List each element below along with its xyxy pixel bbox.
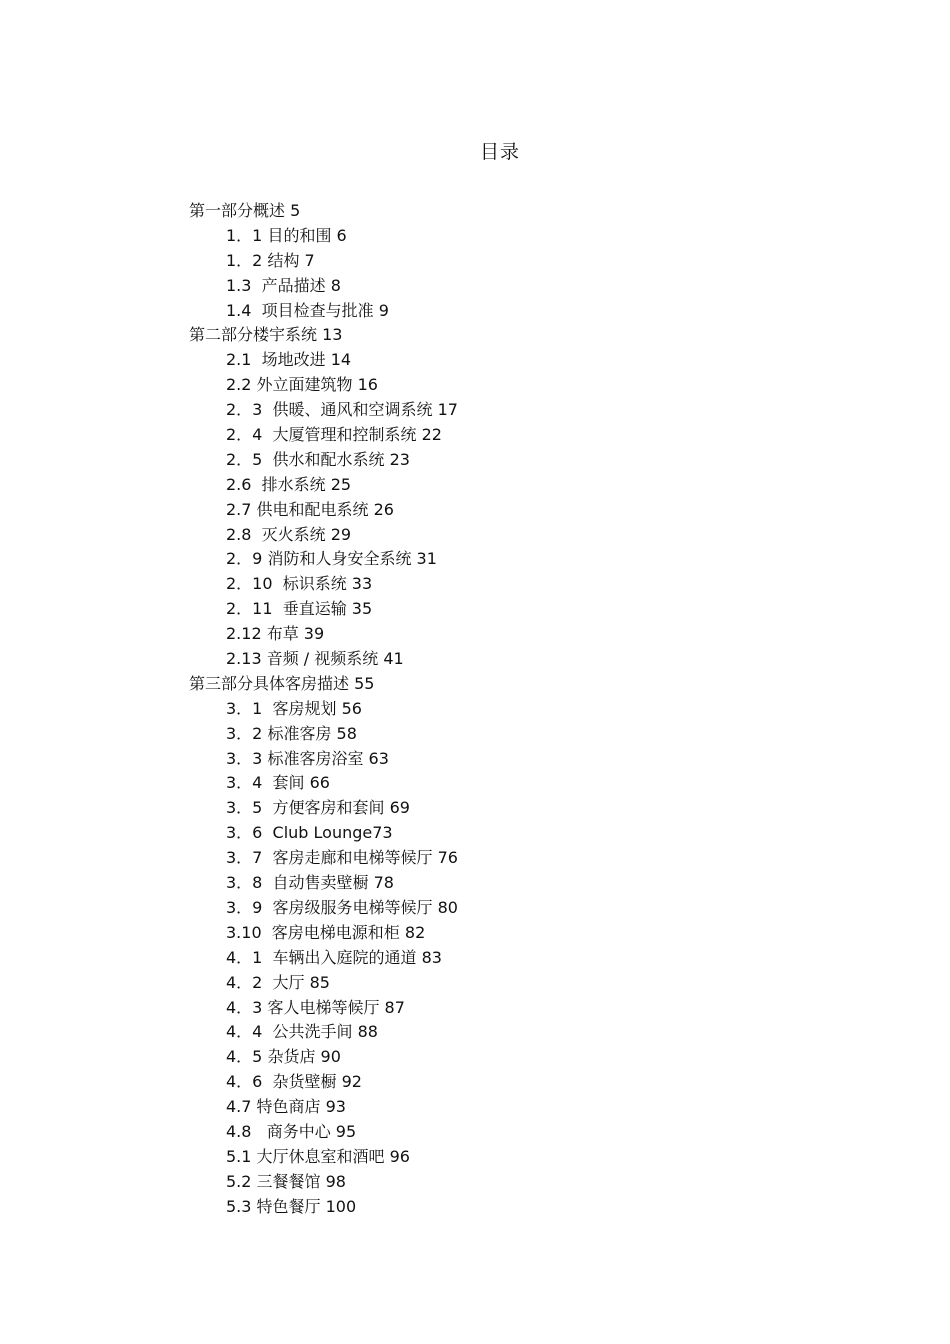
toc-section-entry: 3．3 标准客房浴室 63 bbox=[226, 748, 389, 768]
toc-section-entry: 2．5 供水和配水系统 23 bbox=[226, 449, 410, 469]
toc-part-heading: 第二部分楼宇系统 13 bbox=[189, 325, 343, 345]
toc-list bbox=[189, 199, 789, 1220]
toc-part-heading: 第三部分具体客房描述 55 bbox=[189, 673, 375, 693]
toc-section-entry: 2．4 大厦管理和控制系统 22 bbox=[226, 425, 442, 445]
toc-section-entry: 2．9 消防和人身安全系统 31 bbox=[226, 549, 437, 569]
toc-section-entry: 2.2 外立面建筑物 16 bbox=[226, 375, 378, 395]
toc-section-entry: 3．7 客房走廊和电梯等候厅 76 bbox=[226, 848, 458, 868]
toc-section-entry: 2.6 排水系统 25 bbox=[226, 474, 352, 494]
toc-section-entry: 3．5 方便客房和套间 69 bbox=[226, 798, 410, 818]
toc-section-entry: 2．11 垂直运输 35 bbox=[226, 599, 373, 619]
toc-section-entry: 4.7 特色商店 93 bbox=[226, 1097, 346, 1117]
toc-section-entry: 5.2 三餐餐馆 98 bbox=[226, 1171, 346, 1191]
toc-section-entry: 4．2 大厅 85 bbox=[226, 972, 330, 992]
toc-section-entry: 1.3 产品描述 8 bbox=[226, 275, 341, 295]
toc-section-entry: 3．1 客房规划 56 bbox=[226, 698, 362, 718]
toc-section-entry: 2.1 场地改进 14 bbox=[226, 350, 352, 370]
toc-section-entry: 4.8 商务中心 95 bbox=[226, 1121, 357, 1141]
toc-section-entry: 4．4 公共洗手间 88 bbox=[226, 1022, 378, 1042]
toc-section-entry: 4．1 车辆出入庭院的通道 83 bbox=[226, 947, 442, 967]
toc-section-entry: 1．2 结构 7 bbox=[226, 250, 315, 270]
toc-section-entry: 4．6 杂货壁橱 92 bbox=[226, 1072, 362, 1092]
toc-title: 目录 bbox=[479, 141, 520, 163]
toc-part-heading: 第一部分概述 5 bbox=[189, 201, 301, 220]
toc-section-entry: 2.12 布草 39 bbox=[226, 624, 325, 644]
toc-section-entry: 2.8 灭火系统 29 bbox=[226, 524, 352, 544]
toc-section-entry: 5.1 大厅休息室和酒吧 96 bbox=[226, 1146, 410, 1166]
toc-section-entry: 3．8 自动售卖壁橱 78 bbox=[226, 873, 394, 893]
toc-section-entry: 4．5 杂货店 90 bbox=[226, 1047, 341, 1067]
toc-section-entry: 3．6 Club Lounge73 bbox=[226, 823, 393, 843]
toc-section-entry: 3．4 套间 66 bbox=[226, 773, 330, 793]
toc-section-entry: 3.10 客房电梯电源和柜 82 bbox=[226, 922, 426, 942]
toc-section-entry: 1．1 目的和围 6 bbox=[226, 225, 347, 245]
toc-section-entry: 5.3 特色餐厅 100 bbox=[226, 1196, 357, 1216]
toc-section-entry: 4．3 客人电梯等候厅 87 bbox=[226, 997, 405, 1017]
toc-section-entry: 3．2 标准客房 58 bbox=[226, 723, 357, 743]
toc-section-entry: 3．9 客房级服务电梯等候厅 80 bbox=[226, 897, 458, 917]
toc-section-entry: 1.4 项目检查与批准 9 bbox=[226, 300, 389, 320]
toc-section-entry: 2.7 供电和配电系统 26 bbox=[226, 499, 394, 519]
toc-section-entry: 2．10 标识系统 33 bbox=[226, 574, 373, 594]
toc-section-entry: 2.13 音频 / 视频系统 41 bbox=[226, 649, 404, 669]
toc-section-entry: 2．3 供暖、通风和空调系统 17 bbox=[226, 400, 458, 420]
